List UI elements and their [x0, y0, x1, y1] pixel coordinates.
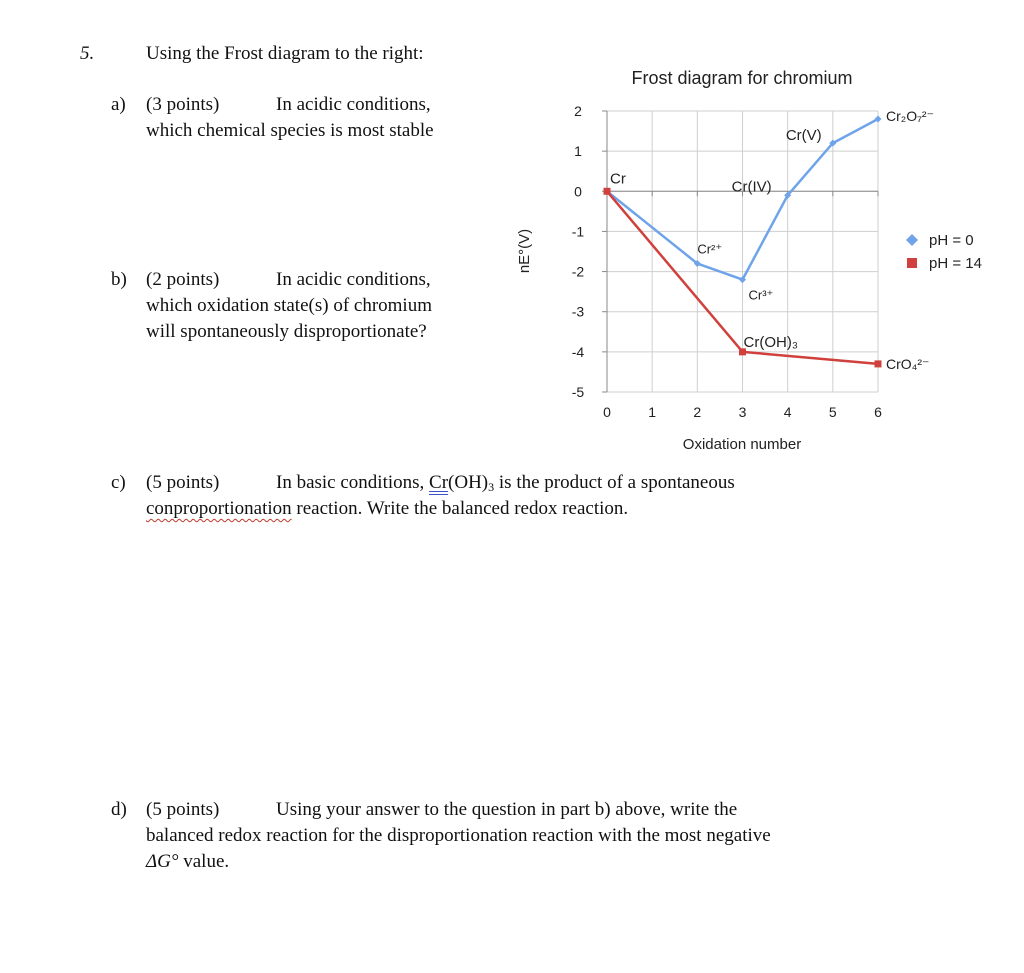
part-b-label: b) — [111, 269, 127, 290]
y-tick-label: -3 — [571, 303, 585, 320]
species-label: Cr(IV) — [731, 178, 772, 196]
chart-title: Frost diagram for chromium — [631, 68, 853, 88]
part-c-label: c) — [111, 472, 126, 493]
part-b-prompt: In acidic conditions, — [276, 269, 431, 290]
species-label: Cr³⁺ — [748, 287, 774, 303]
part-b-continuation-1: which oxidation state(s) of chromium — [146, 295, 432, 316]
chart-labels — [610, 108, 934, 372]
part-a-prompt: In acidic conditions, — [276, 94, 431, 115]
x-axis-title: Oxidation number — [682, 436, 802, 453]
delta-g-symbol: ΔG° — [146, 851, 179, 872]
data-point-ph-14 — [604, 188, 611, 195]
part-c-formula-cr: Cr — [429, 472, 449, 493]
legend-marker-ph-14 — [907, 258, 917, 268]
part-c-continuation-rest: reaction. Write the balanced redox reaction. — [291, 498, 629, 519]
part-c-formula-rest: (OH) — [448, 472, 489, 493]
y-tick-label: -5 — [571, 384, 585, 400]
chart-axes — [516, 68, 882, 453]
y-axis-title: nE°(V) — [516, 228, 533, 274]
part-a-continuation: which chemical species is most stable — [146, 120, 434, 141]
x-tick-label: 2 — [693, 404, 702, 420]
part-d-prompt: Using your answer to the question in part b) above, write the — [276, 799, 738, 820]
part-c-prompt-post: is the product of a spontaneous — [494, 472, 735, 493]
data-point-ph-14 — [875, 360, 882, 367]
part-a-label: a) — [111, 94, 126, 115]
y-tick-label: -2 — [571, 263, 585, 280]
y-tick-label: 1 — [574, 143, 582, 160]
part-c-formula-sub: 3 — [488, 480, 495, 494]
part-c-points: (5 points) — [146, 472, 220, 493]
x-tick-label: 5 — [828, 404, 837, 420]
part-d-points: (5 points) — [146, 799, 220, 820]
question-number: 5. — [80, 43, 95, 64]
chart-legend — [906, 232, 982, 272]
species-label: Cr(V) — [785, 127, 822, 145]
y-tick-label: -4 — [571, 343, 585, 360]
x-tick-label: 1 — [648, 404, 657, 420]
legend-marker-ph-0 — [906, 234, 918, 246]
species-label: Cr₂O₇²⁻ — [886, 108, 934, 125]
part-b-continuation-2: will spontaneously disproportionate? — [146, 321, 427, 342]
species-label: Cr — [610, 170, 626, 188]
x-tick-label: 4 — [783, 404, 792, 420]
part-c-prompt-pre: In basic conditions, — [276, 472, 430, 493]
part-d-continuation-1: balanced redox reaction for the disproportionation reaction with the most negative — [146, 825, 771, 846]
part-d-continuation-rest: value. — [178, 851, 230, 872]
species-label: Cr²⁺ — [697, 241, 723, 257]
species-label: CrO₄²⁻ — [886, 355, 930, 372]
species-label: Cr(OH)₃ — [743, 333, 798, 351]
x-tick-label: 6 — [874, 404, 882, 420]
x-tick-label: 0 — [603, 404, 611, 420]
part-c-spellcheck-word: conproportionation — [146, 498, 292, 519]
part-a-points: (3 points) — [146, 94, 220, 115]
y-tick-label: 0 — [574, 183, 582, 200]
legend-label: pH = 0 — [929, 232, 974, 249]
part-b-points: (2 points) — [146, 269, 220, 290]
x-tick-label: 3 — [738, 404, 747, 420]
part-d-label: d) — [111, 799, 127, 820]
legend-label: pH = 14 — [929, 255, 982, 272]
y-tick-label: 2 — [574, 103, 582, 119]
question-title: Using the Frost diagram to the right: — [146, 43, 424, 64]
y-tick-label: -1 — [571, 223, 585, 240]
